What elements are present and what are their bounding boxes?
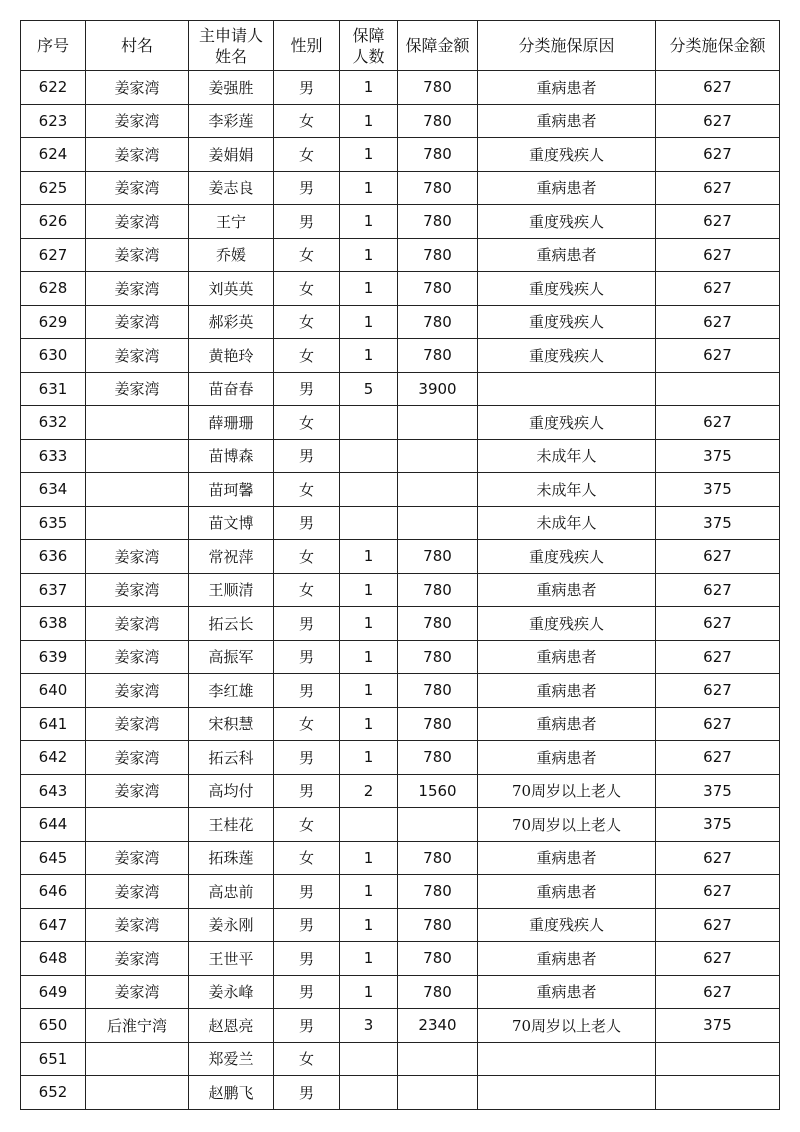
table-row <box>21 205 780 239</box>
cell-category-reason: 未成年人 <box>478 506 656 540</box>
cell-category-reason: 重病患者 <box>478 841 656 875</box>
cell-benefit-amount: 780 <box>398 138 478 172</box>
cell-applicant-name: 拓云长 <box>189 607 274 641</box>
cell-category-amount: 627 <box>656 975 780 1009</box>
cell-gender: 男 <box>274 1076 340 1110</box>
cell-covered-persons <box>340 1076 398 1110</box>
cell-index: 652 <box>21 1076 86 1110</box>
cell-category-amount: 627 <box>656 205 780 239</box>
cell-covered-persons: 1 <box>340 71 398 105</box>
cell-category-reason: 重度残疾人 <box>478 540 656 574</box>
cell-gender: 男 <box>274 439 340 473</box>
cell-applicant-name: 常祝萍 <box>189 540 274 574</box>
cell-applicant-name: 姜永峰 <box>189 975 274 1009</box>
cell-village: 姜家湾 <box>86 841 189 875</box>
cell-index: 622 <box>21 71 86 105</box>
table-row <box>21 1042 780 1076</box>
cell-applicant-name: 郑爱兰 <box>189 1042 274 1076</box>
table-row <box>21 439 780 473</box>
cell-applicant-name: 王顺清 <box>189 573 274 607</box>
cell-applicant-name: 姜强胜 <box>189 71 274 105</box>
header-applicant-name-text: 主申请人姓名 <box>198 25 263 66</box>
cell-category-reason: 重病患者 <box>478 71 656 105</box>
cell-gender: 女 <box>274 104 340 138</box>
cell-village: 姜家湾 <box>86 205 189 239</box>
cell-gender: 女 <box>274 573 340 607</box>
header-category-reason: 分类施保原因 <box>478 21 656 71</box>
cell-village: 姜家湾 <box>86 875 189 909</box>
cell-benefit-amount: 780 <box>398 272 478 306</box>
cell-category-amount: 627 <box>656 171 780 205</box>
header-covered-persons <box>340 21 398 71</box>
cell-covered-persons <box>340 808 398 842</box>
cell-category-reason: 70周岁以上老人 <box>478 1009 656 1043</box>
cell-covered-persons: 1 <box>340 607 398 641</box>
cell-benefit-amount: 780 <box>398 908 478 942</box>
cell-covered-persons: 1 <box>340 707 398 741</box>
table-row <box>21 1076 780 1110</box>
cell-applicant-name: 拓云科 <box>189 741 274 775</box>
cell-covered-persons <box>340 473 398 507</box>
cell-index: 651 <box>21 1042 86 1076</box>
cell-benefit-amount: 780 <box>398 573 478 607</box>
table-row <box>21 540 780 574</box>
table-row <box>21 707 780 741</box>
cell-village: 姜家湾 <box>86 607 189 641</box>
cell-covered-persons: 1 <box>340 908 398 942</box>
table-row <box>21 908 780 942</box>
cell-applicant-name: 王世平 <box>189 942 274 976</box>
cell-benefit-amount: 3900 <box>398 372 478 406</box>
cell-index: 637 <box>21 573 86 607</box>
table-row <box>21 104 780 138</box>
cell-benefit-amount <box>398 473 478 507</box>
cell-category-amount: 627 <box>656 573 780 607</box>
cell-category-reason: 重病患者 <box>478 640 656 674</box>
cell-category-reason <box>478 1042 656 1076</box>
cell-covered-persons <box>340 506 398 540</box>
cell-category-reason: 重度残疾人 <box>478 908 656 942</box>
cell-applicant-name: 王宁 <box>189 205 274 239</box>
cell-benefit-amount: 780 <box>398 942 478 976</box>
cell-index: 640 <box>21 674 86 708</box>
cell-category-reason: 重病患者 <box>478 942 656 976</box>
cell-category-amount: 627 <box>656 406 780 440</box>
cell-village: 姜家湾 <box>86 272 189 306</box>
cell-category-reason <box>478 372 656 406</box>
cell-benefit-amount: 780 <box>398 339 478 373</box>
cell-gender: 女 <box>274 272 340 306</box>
cell-index: 634 <box>21 473 86 507</box>
cell-applicant-name: 姜娟娟 <box>189 138 274 172</box>
header-applicant-name <box>189 21 274 71</box>
cell-village <box>86 473 189 507</box>
cell-applicant-name: 姜志良 <box>189 171 274 205</box>
header-benefit-amount-text: 保障金额 <box>405 36 470 55</box>
cell-category-reason: 重病患者 <box>478 573 656 607</box>
cell-applicant-name: 黄艳玲 <box>189 339 274 373</box>
table-row <box>21 841 780 875</box>
cell-benefit-amount <box>398 406 478 440</box>
cell-gender: 男 <box>274 205 340 239</box>
cell-category-amount: 627 <box>656 238 780 272</box>
cell-benefit-amount: 780 <box>398 741 478 775</box>
cell-gender: 女 <box>274 540 340 574</box>
cell-covered-persons: 1 <box>340 205 398 239</box>
cell-applicant-name: 乔媛 <box>189 238 274 272</box>
cell-village: 姜家湾 <box>86 71 189 105</box>
table-row <box>21 238 780 272</box>
cell-covered-persons: 5 <box>340 372 398 406</box>
cell-gender: 男 <box>274 71 340 105</box>
table-row <box>21 741 780 775</box>
cell-gender: 男 <box>274 741 340 775</box>
cell-category-reason: 重病患者 <box>478 104 656 138</box>
cell-covered-persons: 1 <box>340 573 398 607</box>
cell-covered-persons: 1 <box>340 138 398 172</box>
cell-village: 姜家湾 <box>86 540 189 574</box>
cell-index: 642 <box>21 741 86 775</box>
cell-covered-persons <box>340 439 398 473</box>
cell-category-amount: 375 <box>656 808 780 842</box>
table-row <box>21 808 780 842</box>
cell-gender: 男 <box>274 506 340 540</box>
cell-village <box>86 808 189 842</box>
cell-category-reason: 重度残疾人 <box>478 138 656 172</box>
cell-category-amount: 627 <box>656 841 780 875</box>
cell-category-amount: 627 <box>656 138 780 172</box>
cell-covered-persons: 1 <box>340 942 398 976</box>
cell-benefit-amount: 780 <box>398 674 478 708</box>
table-row <box>21 506 780 540</box>
table-row <box>21 607 780 641</box>
cell-benefit-amount: 780 <box>398 305 478 339</box>
cell-village: 姜家湾 <box>86 104 189 138</box>
cell-index: 627 <box>21 238 86 272</box>
cell-category-amount: 375 <box>656 439 780 473</box>
cell-gender: 男 <box>274 875 340 909</box>
header-covered-persons-text: 保障人数 <box>352 25 385 66</box>
table-row <box>21 975 780 1009</box>
cell-category-amount <box>656 1042 780 1076</box>
cell-applicant-name: 薛珊珊 <box>189 406 274 440</box>
table-row <box>21 573 780 607</box>
cell-village <box>86 1042 189 1076</box>
cell-category-amount <box>656 372 780 406</box>
table-row <box>21 339 780 373</box>
header-row <box>21 21 780 71</box>
table-row <box>21 138 780 172</box>
table-row <box>21 71 780 105</box>
cell-gender: 男 <box>274 975 340 1009</box>
cell-covered-persons: 1 <box>340 540 398 574</box>
table-row <box>21 640 780 674</box>
cell-gender: 男 <box>274 1009 340 1043</box>
cell-category-reason: 未成年人 <box>478 473 656 507</box>
cell-covered-persons <box>340 406 398 440</box>
cell-applicant-name: 李彩莲 <box>189 104 274 138</box>
cell-gender: 男 <box>274 372 340 406</box>
cell-covered-persons <box>340 1042 398 1076</box>
cell-benefit-amount: 780 <box>398 205 478 239</box>
cell-benefit-amount: 1560 <box>398 774 478 808</box>
cell-index: 649 <box>21 975 86 1009</box>
cell-category-amount: 375 <box>656 506 780 540</box>
cell-gender: 女 <box>274 473 340 507</box>
cell-covered-persons: 2 <box>340 774 398 808</box>
cell-category-reason: 重度残疾人 <box>478 607 656 641</box>
cell-village: 姜家湾 <box>86 171 189 205</box>
cell-applicant-name: 王桂花 <box>189 808 274 842</box>
cell-category-reason: 70周岁以上老人 <box>478 808 656 842</box>
cell-category-amount: 627 <box>656 104 780 138</box>
cell-category-amount: 627 <box>656 875 780 909</box>
cell-village <box>86 506 189 540</box>
cell-index: 629 <box>21 305 86 339</box>
cell-category-reason: 重病患者 <box>478 975 656 1009</box>
cell-gender: 男 <box>274 774 340 808</box>
cell-applicant-name: 郝彩英 <box>189 305 274 339</box>
cell-applicant-name: 高忠前 <box>189 875 274 909</box>
table-row <box>21 1009 780 1043</box>
header-category-amount <box>656 21 780 71</box>
cell-index: 625 <box>21 171 86 205</box>
cell-gender: 男 <box>274 607 340 641</box>
cell-covered-persons: 1 <box>340 305 398 339</box>
cell-village: 姜家湾 <box>86 908 189 942</box>
cell-index: 648 <box>21 942 86 976</box>
cell-benefit-amount: 780 <box>398 540 478 574</box>
cell-gender: 女 <box>274 406 340 440</box>
table-row <box>21 875 780 909</box>
cell-applicant-name: 赵恩亮 <box>189 1009 274 1043</box>
cell-gender: 女 <box>274 707 340 741</box>
cell-applicant-name: 高振军 <box>189 640 274 674</box>
cell-index: 623 <box>21 104 86 138</box>
cell-category-reason: 70周岁以上老人 <box>478 774 656 808</box>
cell-applicant-name: 宋积慧 <box>189 707 274 741</box>
cell-category-amount: 627 <box>656 942 780 976</box>
cell-gender: 男 <box>274 674 340 708</box>
cell-index: 626 <box>21 205 86 239</box>
cell-category-amount <box>656 1076 780 1110</box>
cell-category-reason: 重度残疾人 <box>478 406 656 440</box>
cell-category-amount: 627 <box>656 607 780 641</box>
cell-index: 647 <box>21 908 86 942</box>
cell-index: 635 <box>21 506 86 540</box>
cell-benefit-amount: 2340 <box>398 1009 478 1043</box>
header-benefit-amount <box>398 21 478 71</box>
cell-covered-persons: 1 <box>340 674 398 708</box>
cell-applicant-name: 姜永刚 <box>189 908 274 942</box>
cell-category-amount: 627 <box>656 908 780 942</box>
table-row <box>21 674 780 708</box>
cell-benefit-amount: 780 <box>398 238 478 272</box>
cell-category-amount: 627 <box>656 640 780 674</box>
cell-village: 姜家湾 <box>86 305 189 339</box>
cell-village: 姜家湾 <box>86 774 189 808</box>
cell-category-amount: 627 <box>656 71 780 105</box>
cell-village: 姜家湾 <box>86 640 189 674</box>
cell-gender: 女 <box>274 339 340 373</box>
cell-index: 650 <box>21 1009 86 1043</box>
cell-gender: 女 <box>274 808 340 842</box>
cell-applicant-name: 赵鹏飞 <box>189 1076 274 1110</box>
cell-gender: 女 <box>274 1042 340 1076</box>
cell-category-reason: 重度残疾人 <box>478 272 656 306</box>
cell-applicant-name: 李红雄 <box>189 674 274 708</box>
cell-category-amount: 627 <box>656 540 780 574</box>
welfare-table <box>20 20 780 1110</box>
cell-category-amount: 627 <box>656 707 780 741</box>
cell-covered-persons: 1 <box>340 741 398 775</box>
cell-category-amount: 375 <box>656 473 780 507</box>
cell-benefit-amount: 780 <box>398 71 478 105</box>
cell-village: 姜家湾 <box>86 372 189 406</box>
cell-village: 姜家湾 <box>86 138 189 172</box>
cell-applicant-name: 刘英英 <box>189 272 274 306</box>
cell-index: 630 <box>21 339 86 373</box>
cell-benefit-amount <box>398 1042 478 1076</box>
cell-covered-persons: 1 <box>340 238 398 272</box>
cell-index: 644 <box>21 808 86 842</box>
table-row <box>21 406 780 440</box>
cell-index: 638 <box>21 607 86 641</box>
cell-index: 641 <box>21 707 86 741</box>
cell-benefit-amount: 780 <box>398 875 478 909</box>
cell-category-reason: 重病患者 <box>478 674 656 708</box>
table-row <box>21 272 780 306</box>
table-row <box>21 774 780 808</box>
cell-benefit-amount: 780 <box>398 607 478 641</box>
cell-village: 姜家湾 <box>86 674 189 708</box>
cell-village <box>86 439 189 473</box>
cell-village <box>86 1076 189 1110</box>
cell-gender: 男 <box>274 942 340 976</box>
cell-category-reason: 未成年人 <box>478 439 656 473</box>
cell-applicant-name: 苗珂馨 <box>189 473 274 507</box>
cell-category-amount: 375 <box>656 774 780 808</box>
cell-index: 643 <box>21 774 86 808</box>
cell-village: 姜家湾 <box>86 707 189 741</box>
table-row <box>21 942 780 976</box>
cell-category-reason: 重病患者 <box>478 238 656 272</box>
table-row <box>21 305 780 339</box>
cell-benefit-amount: 780 <box>398 841 478 875</box>
cell-category-reason <box>478 1076 656 1110</box>
cell-covered-persons: 1 <box>340 339 398 373</box>
cell-benefit-amount: 780 <box>398 171 478 205</box>
cell-covered-persons: 3 <box>340 1009 398 1043</box>
cell-benefit-amount <box>398 439 478 473</box>
cell-category-amount: 627 <box>656 305 780 339</box>
cell-category-reason: 重病患者 <box>478 741 656 775</box>
header-category-amount-text: 分类施保金额 <box>669 36 766 55</box>
cell-category-reason: 重病患者 <box>478 171 656 205</box>
cell-category-reason: 重病患者 <box>478 875 656 909</box>
cell-applicant-name: 拓珠莲 <box>189 841 274 875</box>
cell-benefit-amount: 780 <box>398 640 478 674</box>
cell-index: 631 <box>21 372 86 406</box>
table-row <box>21 473 780 507</box>
header-index: 序号 <box>21 21 86 71</box>
cell-gender: 女 <box>274 138 340 172</box>
cell-index: 628 <box>21 272 86 306</box>
cell-covered-persons: 1 <box>340 841 398 875</box>
cell-index: 632 <box>21 406 86 440</box>
cell-village <box>86 406 189 440</box>
cell-covered-persons: 1 <box>340 975 398 1009</box>
cell-category-reason: 重度残疾人 <box>478 205 656 239</box>
cell-village: 姜家湾 <box>86 975 189 1009</box>
cell-index: 646 <box>21 875 86 909</box>
cell-benefit-amount: 780 <box>398 707 478 741</box>
cell-gender: 女 <box>274 841 340 875</box>
cell-category-amount: 627 <box>656 674 780 708</box>
cell-village: 姜家湾 <box>86 573 189 607</box>
cell-benefit-amount: 780 <box>398 104 478 138</box>
cell-applicant-name: 高均付 <box>189 774 274 808</box>
header-village: 村名 <box>86 21 189 71</box>
cell-covered-persons: 1 <box>340 640 398 674</box>
cell-category-amount: 627 <box>656 741 780 775</box>
cell-applicant-name: 苗文博 <box>189 506 274 540</box>
cell-gender: 男 <box>274 171 340 205</box>
cell-category-reason: 重度残疾人 <box>478 305 656 339</box>
cell-gender: 男 <box>274 640 340 674</box>
cell-gender: 女 <box>274 238 340 272</box>
cell-village: 姜家湾 <box>86 741 189 775</box>
cell-covered-persons: 1 <box>340 171 398 205</box>
cell-index: 636 <box>21 540 86 574</box>
cell-village: 姜家湾 <box>86 942 189 976</box>
table-row <box>21 171 780 205</box>
cell-category-reason: 重病患者 <box>478 707 656 741</box>
cell-benefit-amount <box>398 1076 478 1110</box>
header-gender: 性别 <box>274 21 340 71</box>
cell-category-amount: 375 <box>656 1009 780 1043</box>
cell-benefit-amount <box>398 808 478 842</box>
cell-village: 姜家湾 <box>86 238 189 272</box>
cell-covered-persons: 1 <box>340 875 398 909</box>
cell-category-reason: 重度残疾人 <box>478 339 656 373</box>
cell-covered-persons: 1 <box>340 272 398 306</box>
cell-village: 后淮宁湾 <box>86 1009 189 1043</box>
cell-gender: 男 <box>274 908 340 942</box>
cell-benefit-amount: 780 <box>398 975 478 1009</box>
cell-category-amount: 627 <box>656 339 780 373</box>
cell-applicant-name: 苗博森 <box>189 439 274 473</box>
cell-category-amount: 627 <box>656 272 780 306</box>
cell-applicant-name: 苗奋春 <box>189 372 274 406</box>
cell-index: 624 <box>21 138 86 172</box>
cell-index: 645 <box>21 841 86 875</box>
cell-index: 639 <box>21 640 86 674</box>
cell-covered-persons: 1 <box>340 104 398 138</box>
cell-gender: 女 <box>274 305 340 339</box>
table-row <box>21 372 780 406</box>
cell-benefit-amount <box>398 506 478 540</box>
cell-village: 姜家湾 <box>86 339 189 373</box>
cell-index: 633 <box>21 439 86 473</box>
